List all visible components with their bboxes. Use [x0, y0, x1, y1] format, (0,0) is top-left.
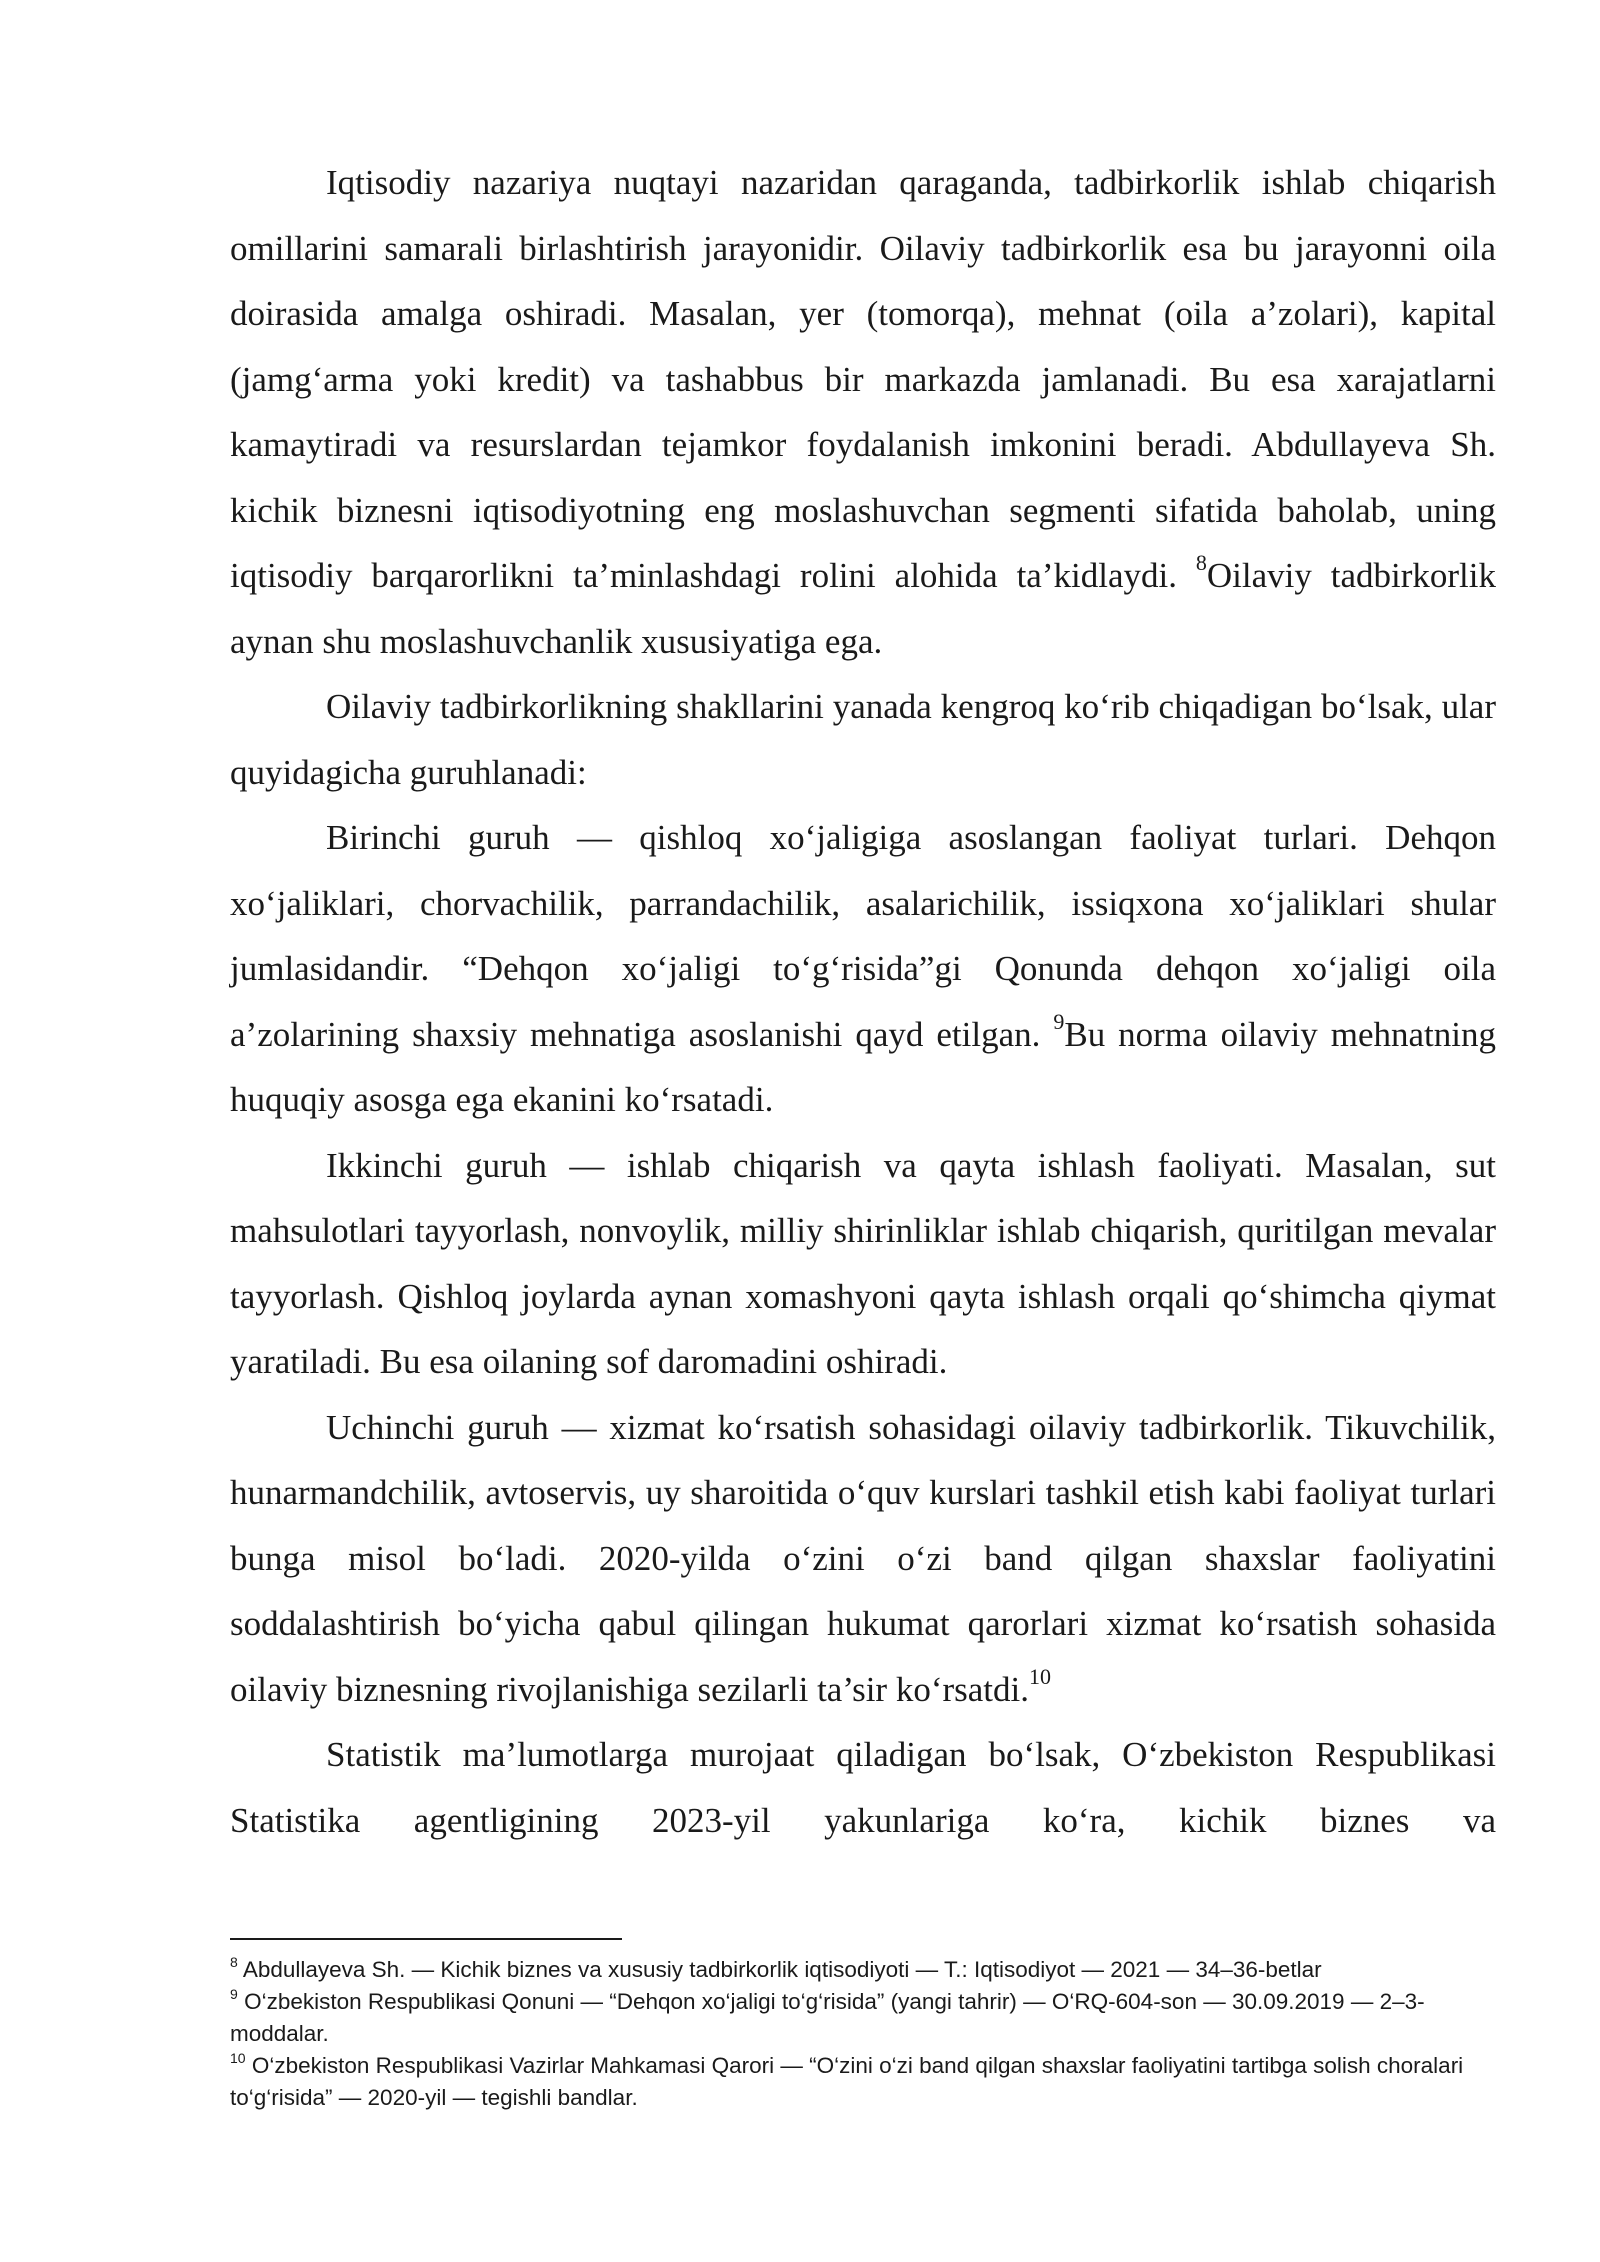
footnote-text: Abdullayeva Sh. — Kichik biznes va xususiy tadbirkorlik iqtisodiyoti — T.: Iqtisodiyot — 2021 — 34–36-betlar [242, 1957, 1322, 1982]
footnote-text: O‘zbekiston Respublikasi Vazirlar Mahkamasi Qarori — “O‘zini o‘zi band qilgan shaxslar faoliyatini tartibga solish choralari to‘g‘risida” — 2020-yil — tegishli bandlar. [230, 2053, 1464, 2110]
paragraph-text: Oilaviy tadbirkorlikning shakllarini yanada kengroq ko‘rib chiqadigan bo‘lsak, ular quyidagicha guruhlanadi: [230, 687, 1496, 792]
footnote-8 [230, 1954, 1496, 1986]
footnote-number: 10 [230, 2049, 246, 2066]
paragraph-text: Statistik ma’lumotlarga murojaat qiladigan bo‘lsak, O‘zbekiston Respublikasi Statistika agentligining 2023-yil yakunlariga ko‘ra, kichik biznes va [230, 1735, 1496, 1840]
footnote-ref-9[interactable]: 9 [1053, 1008, 1065, 1034]
footnote-separator [230, 1938, 622, 1940]
paragraph-statistics [230, 1722, 1496, 1853]
paragraph-text: Iqtisodiy nazariya nuqtayi nazaridan qaraganda, tadbirkorlik ishlab chiqarish omillarini samarali birlashtirish jarayonidir. Oilaviy tadbirkorlik esa bu jarayonni oila doirasida amalga oshiradi. Masalan, yer (tomorqa), mehnat (oila a’zolari), kapital (jamg‘arma yoki kredit) va tashabbus bir markazda jamlanadi. Bu esa xarajatlarni kamaytiradi va resurslardan tejamkor foydalanish imkonini beradi. Abdullayeva Sh. kichik biznesni iqtisodiyotning eng moslashuvchan segmenti sifatida baholab, uning iqtisodiy barqarorlikni ta’minlashdagi rolini alohida ta’kidlaydi. [230, 163, 1496, 595]
paragraph-text: Uchinchi guruh — xizmat ko‘rsatish sohasidagi oilaviy tadbirkorlik. Tikuvchilik, hunarmandchilik, avtoservis, uy sharoitida o‘quv kurslari tashkil etish kabi faoliyat turlari bunga misol bo‘ladi. 2020-yilda o‘zini o‘zi band qilgan shaxslar faoliyatini soddalashtirish bo‘yicha qabul qilingan hukumat qarorlari xizmat ko‘rsatish sohasida oilaviy biznesning rivojlanishiga sezilarli ta’sir ko‘rsatdi. [230, 1407, 1496, 1709]
footnote-10 [230, 2050, 1496, 2114]
footnotes [230, 1954, 1496, 2114]
footnote-ref-10[interactable]: 10 [1028, 1663, 1051, 1689]
footnote-number: 8 [230, 1953, 238, 1970]
paragraph-text: Ikkinchi guruh — ishlab chiqarish va qayta ishlash faoliyati. Masalan, sut mahsulotlari tayyorlash, nonvoylik, milliy shirinliklar ishlab chiqarish, quritilgan mevalar tayyorlash. Qishloq joylarda aynan xomashyoni qayta ishlash orqali qo‘shimcha qiymat yaratiladi. Bu esa oilaning sof daromadini oshiradi. [230, 1145, 1496, 1381]
footnote-9 [230, 1986, 1496, 2050]
paragraph-second-group [230, 1133, 1496, 1395]
paragraph-forms-intro [230, 674, 1496, 805]
footnote-text: O‘zbekiston Respublikasi Qonuni — “Dehqon xo‘jaligi to‘g‘risida” (yangi tahrir) — O‘RQ-604-son — 30.09.2019 — 2–3-moddalar. [230, 1989, 1425, 2046]
paragraph-text: Birinchi guruh — qishloq xo‘jaligiga asoslangan faoliyat turlari. Dehqon xo‘jaliklari, chorvachilik, parrandachilik, asalarichilik, issiqxona xo‘jaliklari shular jumlasidandir. “Dehqon xo‘jaligi to‘g‘risida”gi Qonunda dehqon xo‘jaligi oila a’zolarining shaxsiy mehnatiga asoslanishi qayd etilgan. [230, 818, 1496, 1054]
paragraph-third-group [230, 1395, 1496, 1723]
document-body [230, 150, 1496, 1853]
paragraph-text: Bu norma oilaviy mehnatning huquqiy asosga ega ekanini ko‘rsatadi. [230, 1014, 1496, 1119]
paragraph-economic-theory [230, 150, 1496, 674]
paragraph-first-group [230, 805, 1496, 1133]
footnote-ref-8[interactable]: 8 [1195, 550, 1207, 576]
footnote-number: 9 [230, 1985, 238, 2002]
paragraph-text: Oilaviy tadbirkorlik aynan shu moslashuvchanlik xususiyatiga ega. [230, 556, 1496, 661]
